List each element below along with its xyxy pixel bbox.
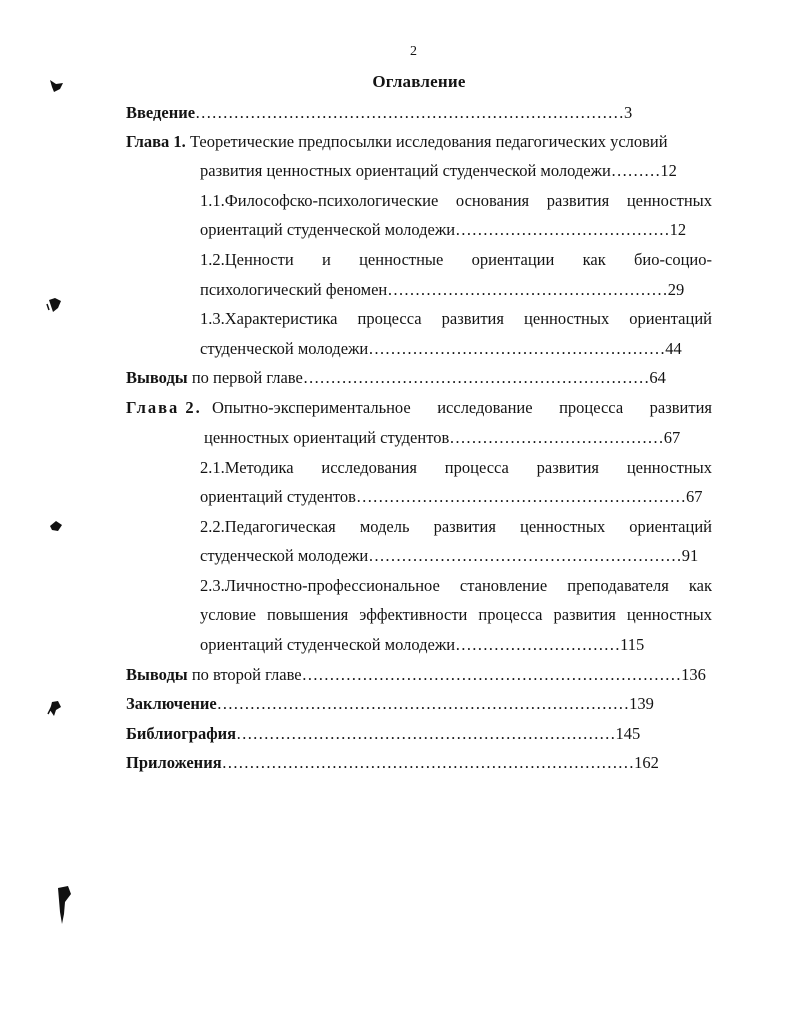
- toc-text: по второй главе……………………………………………………………: [191, 665, 682, 684]
- toc-entry-section-1-1: 1.1.Философско-психологические основания развития ценностных: [200, 191, 712, 210]
- toc-label: Библиография: [126, 724, 237, 743]
- toc-entry-conclusions-1: [126, 367, 712, 389]
- scan-artifact-mark: [48, 78, 66, 94]
- toc-page: 64: [649, 368, 666, 387]
- toc-page: 91: [681, 546, 699, 565]
- toc-label: Выводы: [126, 665, 188, 684]
- toc-text: студенческой молодежи………………………………………………: [200, 339, 666, 358]
- toc-label: Приложения: [126, 753, 222, 772]
- toc-entry-section-1-2: 1.2.Ценности и ценностные ориентации как био-социо-: [200, 250, 712, 269]
- toc-entry-section-1-2-cont: [200, 279, 712, 301]
- toc-entry-section-2-1: 2.1.Методика исследования процесса развития ценностных: [200, 458, 712, 477]
- toc-page: 145: [615, 724, 641, 743]
- toc-entry-section-2-2: 2.2.Педагогическая модель развития ценностных ориентаций: [200, 517, 712, 536]
- toc-dots: ……………………………………………………………: [236, 724, 616, 743]
- toc-text: Теоретические предпосылки исследования педагогических условий: [189, 132, 668, 151]
- toc-entry-section-2-3-cont2: [200, 634, 712, 656]
- toc-entry-section-2-1-cont: [200, 486, 712, 508]
- toc-dots: …………………………………………………………………: [216, 694, 630, 713]
- toc-label: Глава 1.: [126, 132, 186, 151]
- toc-text: ориентаций студенческой молодежи…………………………: [200, 635, 621, 654]
- toc-entry-section-2-3-cont: условие повышения эффективности процесса развития ценностных: [200, 605, 712, 624]
- toc-entry-chapter-2: [126, 397, 712, 419]
- scan-artifact-mark: [48, 519, 64, 533]
- toc-text: ценностных ориентаций студентов…………………………………: [204, 428, 664, 447]
- toc-dots: ……………………………………………………………………: [195, 103, 625, 122]
- page-title: Оглавление: [372, 72, 466, 91]
- toc-entry-chapter-1-cont: [200, 160, 712, 182]
- toc-text: студенческой молодежи…………………………………………………: [200, 546, 682, 565]
- scan-artifact-mark: [54, 884, 74, 926]
- toc-page: 67: [685, 487, 703, 506]
- toc-page: 67: [663, 428, 681, 447]
- scan-artifact-mark: [46, 698, 64, 718]
- toc-entry-section-2-3: 2.3.Личностно-профессиональное становление преподавателя как: [200, 576, 712, 595]
- toc-entry-section-1-1-cont: [200, 219, 712, 241]
- toc-dots: …………………………………………………………………: [221, 753, 635, 772]
- toc-page: 12: [660, 161, 677, 180]
- toc-entry-section-1-3-cont: [200, 338, 712, 360]
- toc-label: Заключение: [126, 694, 217, 713]
- toc-entry-section-1-3: 1.3.Характеристика процесса развития ценностных ориентаций: [200, 309, 712, 328]
- toc-text: ориентаций студентов……………………………………………………: [200, 487, 686, 506]
- toc-text: по первой главе………………………………………………………: [191, 368, 650, 387]
- toc-text: психологический феномен……………………………………………: [200, 280, 668, 299]
- toc-entry-appendices: [126, 752, 712, 774]
- toc-text: Опытно-экспериментальное исследование процесса развития: [212, 398, 712, 417]
- toc-entry-bibliography: [126, 723, 712, 745]
- scan-artifact-mark: [46, 296, 64, 314]
- toc-page: 162: [634, 753, 659, 772]
- toc-page: 12: [669, 220, 687, 239]
- toc-entry-conclusion: [126, 693, 712, 715]
- toc-entry-chapter-1: [126, 131, 712, 153]
- toc-entry-chapter-2-cont: [204, 427, 712, 449]
- toc-label: Глава 2.: [126, 398, 202, 417]
- toc-entry-intro: [126, 102, 712, 124]
- toc-page: 139: [629, 694, 654, 713]
- toc-label: Введение: [126, 103, 196, 122]
- toc-text: ориентаций студенческой молодежи…………………………………: [200, 220, 670, 239]
- page-number: 2: [410, 44, 417, 59]
- toc-entry-section-2-2-cont: [200, 545, 712, 567]
- toc-page: 3: [624, 103, 633, 122]
- toc-page: 115: [620, 635, 645, 654]
- toc-page: 136: [681, 665, 706, 684]
- toc-entry-conclusions-2: [126, 664, 712, 686]
- toc-text: развития ценностных ориентаций студенческой молодежи………: [200, 161, 661, 180]
- toc-label: Выводы: [126, 368, 188, 387]
- toc-page: 44: [665, 339, 682, 358]
- toc-page: 29: [667, 280, 685, 299]
